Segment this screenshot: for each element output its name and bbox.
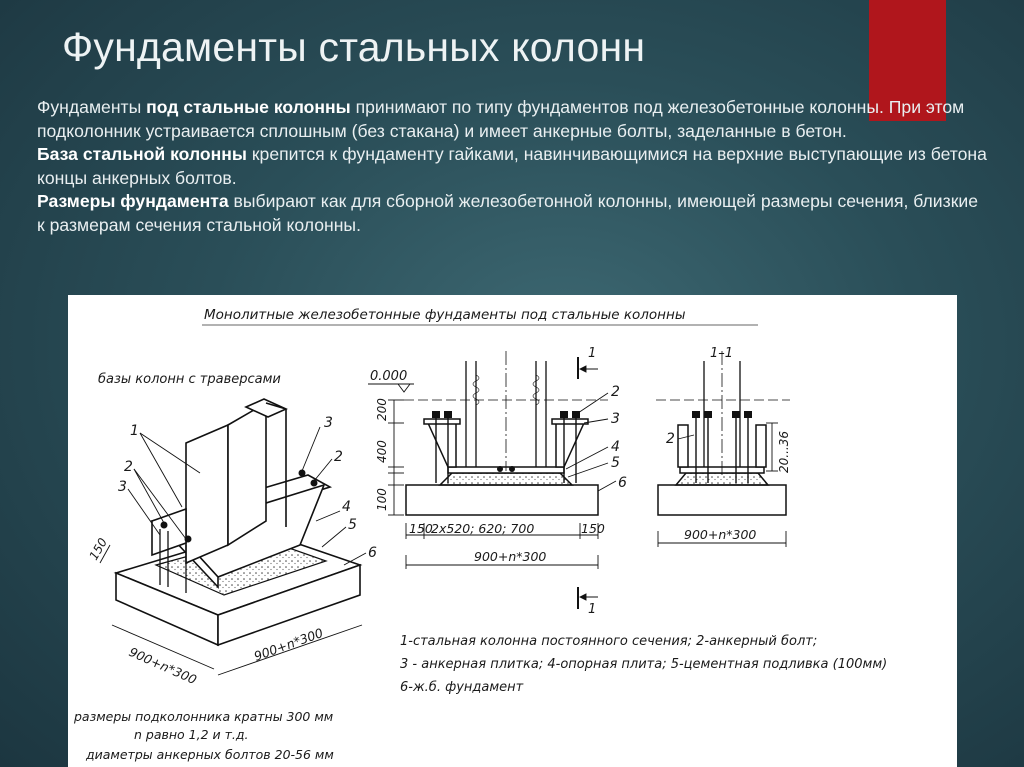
svg-text:4: 4	[611, 439, 620, 455]
drawing-svg	[68, 295, 957, 767]
front-dim-200: 200	[375, 398, 389, 421]
level-mark	[398, 384, 410, 392]
svg-text:1: 1	[130, 423, 139, 439]
front-dim-mid: 2x520; 620; 700	[431, 521, 535, 536]
front-dim-total: 900+n*300	[474, 549, 547, 564]
svg-text:2: 2	[611, 384, 620, 400]
paragraph-2	[37, 143, 987, 190]
p3-post: выбирают как для сборной железобетонной колонны, имеющей размеры сечения, близкие к размерам сечения стальной колонны.	[37, 191, 979, 235]
legend-line-2: 3 - анкерная плитка; 4-опорная плита; 5-цементная подливка (100мм)	[400, 657, 888, 672]
svg-text:6: 6	[368, 545, 377, 561]
section-mark-bottom: 1	[588, 602, 597, 617]
svg-text:5: 5	[611, 455, 620, 471]
iso-dim-right: 900+n*300	[251, 624, 326, 664]
side-label: 2	[666, 431, 675, 447]
paragraph-3	[37, 190, 987, 237]
svg-text:3: 3	[324, 415, 333, 431]
svg-text:4: 4	[342, 499, 351, 515]
paragraph-1	[37, 96, 987, 143]
slide-title: Фундаменты стальных колонн	[62, 24, 646, 70]
front-dim-150a: 150	[409, 521, 433, 536]
side-dim-h-text: 900+n*300	[684, 527, 757, 542]
p1-pre: Фундаменты	[37, 97, 147, 117]
p2-post: крепится к фундаменту гайками, навинчивающимися на верхние выступающие из бетона концы анкерных болтов.	[37, 144, 987, 188]
front-dim-400: 400	[375, 440, 389, 463]
p3-bold: Размеры фундамента	[37, 191, 229, 212]
front-labels	[611, 384, 627, 491]
svg-text:2: 2	[334, 449, 343, 465]
iso-note-3: диаметры анкерных болтов 20-56 мм	[86, 747, 334, 762]
body-text	[37, 96, 987, 238]
p1-bold: под стальные колонны	[146, 97, 351, 117]
iso-dim-150: 150	[86, 535, 111, 563]
svg-text:3: 3	[118, 479, 127, 495]
section-mark-top: 1	[588, 346, 597, 361]
technical-drawing	[68, 295, 957, 767]
front-column	[466, 351, 546, 471]
side-dim-v-text: 20...36	[777, 431, 791, 473]
iso-note-1: размеры подколонника кратны 300 мм	[74, 709, 334, 724]
front-dim-150b: 150	[581, 521, 605, 536]
legend-line-1: 1-стальная колонна постоянного сечения; 2-анкерный болт;	[400, 634, 818, 649]
front-level: 0.000	[370, 369, 408, 384]
svg-text:2: 2	[124, 459, 133, 475]
front-dim-v	[388, 400, 404, 515]
svg-text:5: 5	[348, 517, 357, 533]
iso-dim-left: 900+n*300	[126, 644, 199, 688]
svg-text:3: 3	[611, 411, 620, 427]
p1-post: принимают по типу фундаментов под железобетонные колонны. При этом подколонник устраивается сплошным (без стакана) и имеет анкерные болты, заделанные в бетон.	[37, 97, 965, 141]
legend-line-3: 6-ж.б. фундамент	[400, 680, 524, 695]
p2-bold: База стальной колонны	[37, 144, 247, 165]
svg-text:6: 6	[618, 475, 627, 491]
iso-note-2: n равно 1,2 и т.д.	[134, 727, 249, 742]
iso-caption: базы колонн с траверсами	[98, 372, 281, 387]
front-dim-100: 100	[375, 488, 389, 511]
side-title: 1–1	[710, 346, 734, 361]
drawing-title: Монолитные железобетонные фундаменты под стальные колонны	[204, 307, 686, 323]
